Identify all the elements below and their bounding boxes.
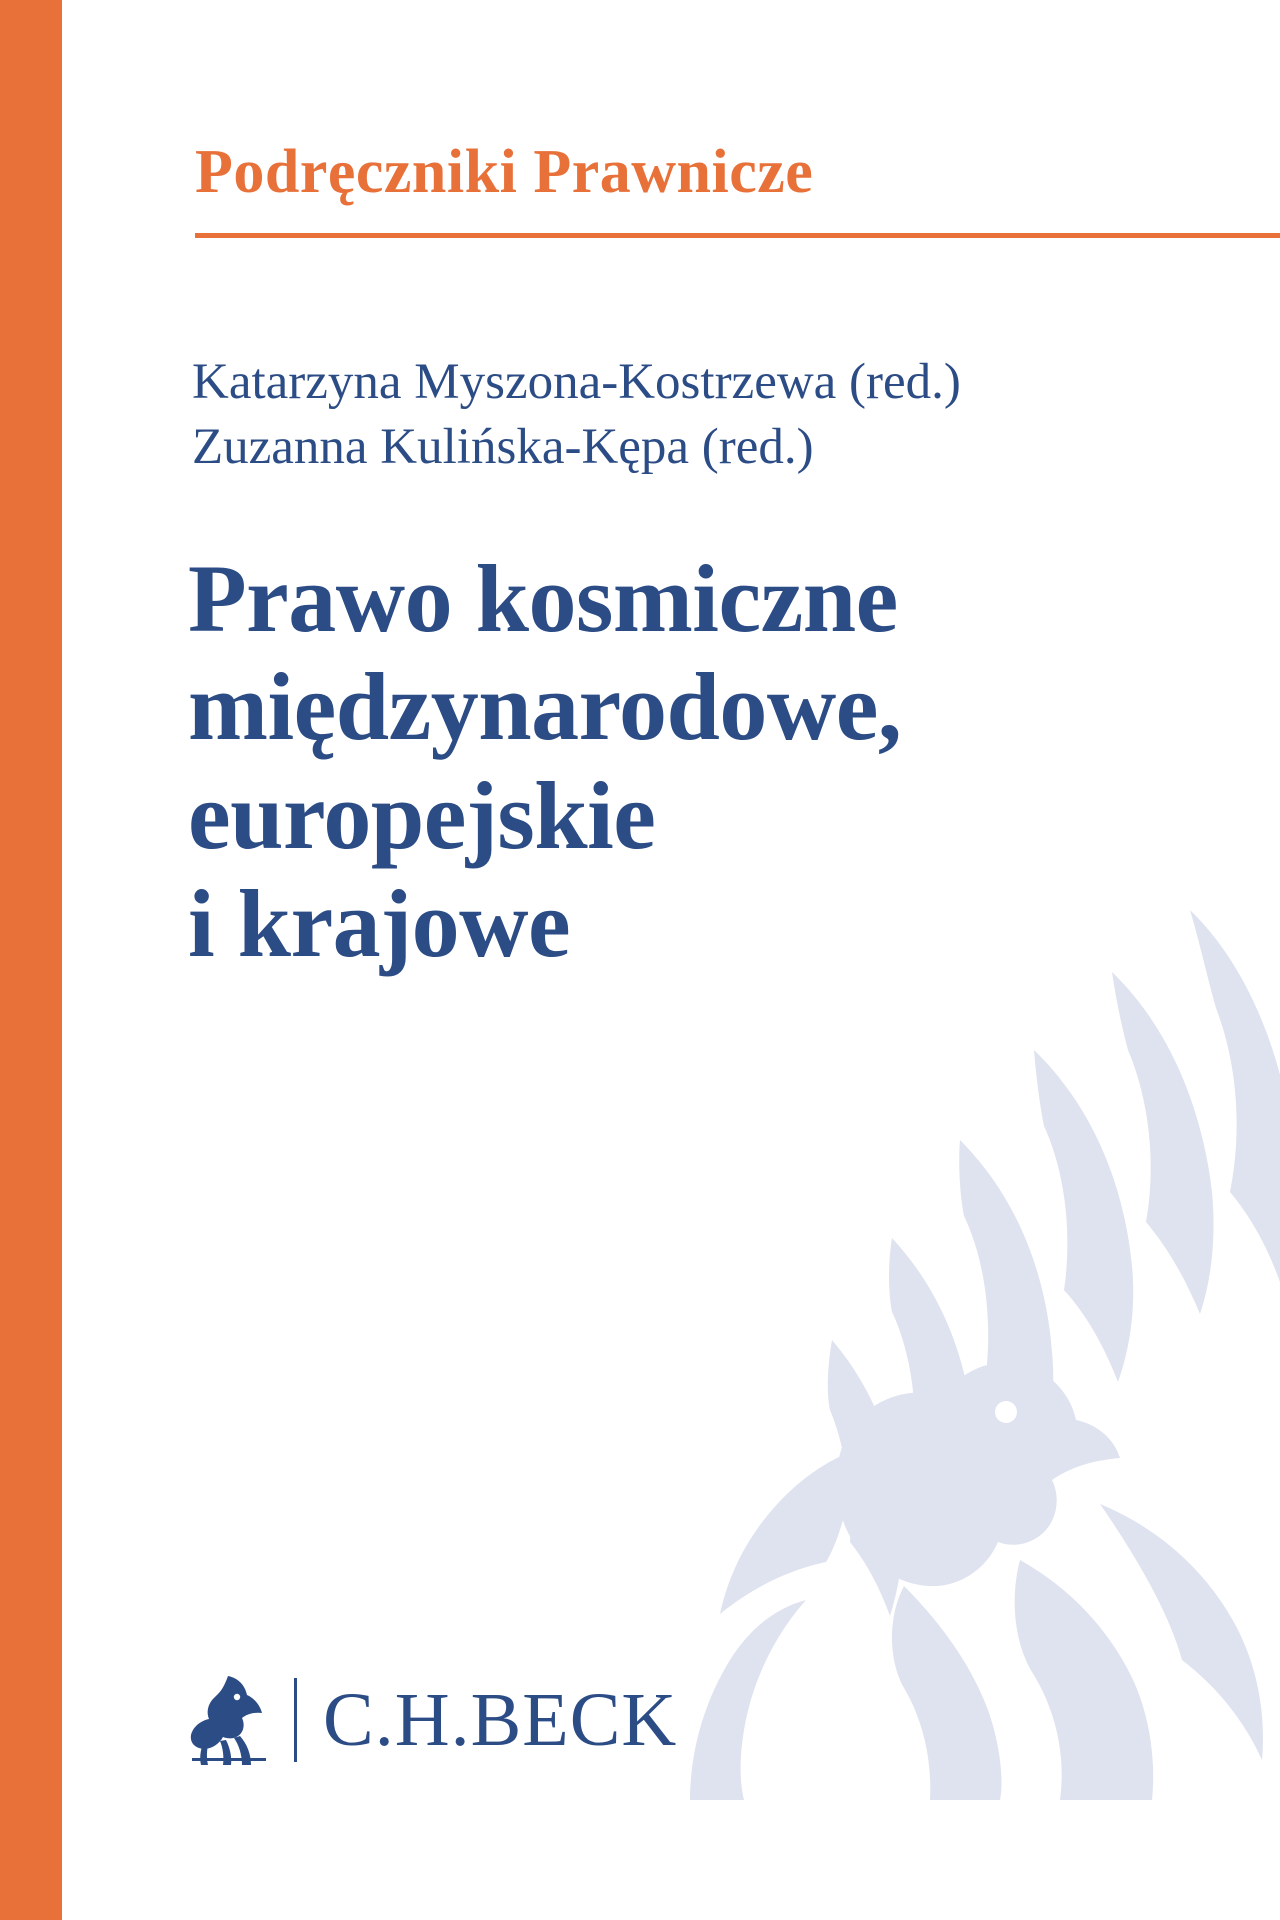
series-title: Podręczniki Prawnicze <box>195 138 814 206</box>
spine-color-band <box>0 0 62 1920</box>
book-title-line: Prawo kosmiczne <box>188 545 898 652</box>
griffin-watermark-icon <box>500 900 1280 1800</box>
series-divider <box>195 233 1280 238</box>
author-name: Katarzyna Myszona-Kostrzewa (red.) <box>192 354 961 410</box>
series-header <box>195 140 1255 238</box>
book-title-line: międzynarodowe, <box>188 653 902 761</box>
author-list <box>192 350 1172 481</box>
author-name: Zuzanna Kulińska-Kępa (red.) <box>192 419 814 476</box>
publisher-divider <box>294 1678 297 1762</box>
book-title-line: i krajowe <box>188 870 571 978</box>
book-title-line: europejskie <box>188 761 656 869</box>
publisher-name: C.H.BECK <box>323 1678 678 1762</box>
publisher-block <box>190 1672 677 1768</box>
book-title <box>188 545 1218 979</box>
griffin-logo-icon <box>190 1672 268 1768</box>
